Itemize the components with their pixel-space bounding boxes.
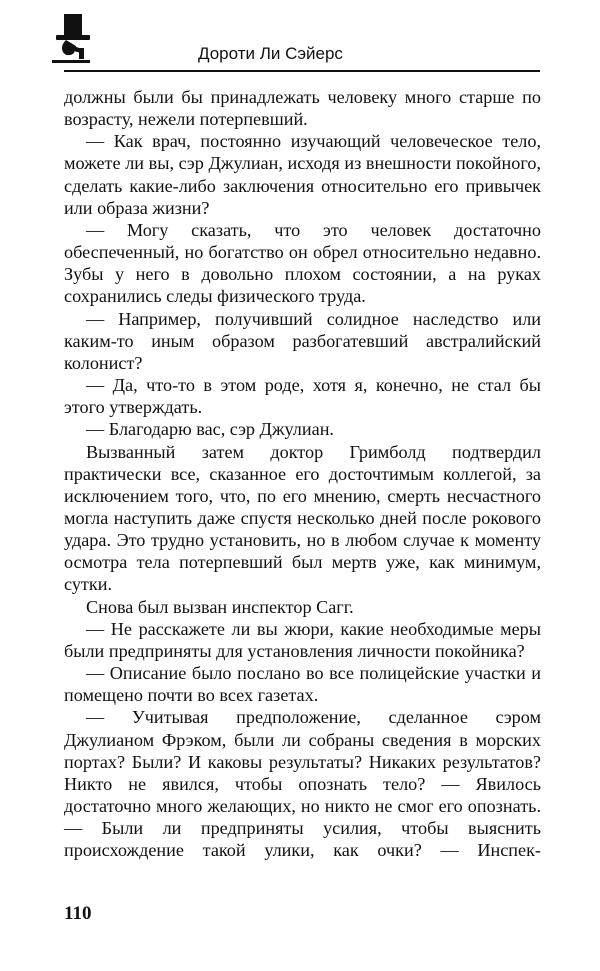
paragraph: — Да, что-то в этом роде, хотя я, конечно, не стал бы этого утверждать. bbox=[64, 375, 541, 418]
paragraph: — Например, получивший солидное наследство или каким-то иным образом разбогатевший австралийский колонист? bbox=[64, 308, 541, 373]
header-rule bbox=[64, 70, 540, 72]
paragraph: должны были бы принадлежать человеку много старше по возрасту, нежели потерпевший. bbox=[64, 87, 541, 130]
paragraph: Вызванный затем доктор Гримболд подтвердил практически все, сказанное его досточтимым коллегой, за исключением того, что, по его мнению, смерть несчастного могла наступить даже спустя несколько дней после рокового удара. Это трудно установить, но в любом случае к моменту осмотра тела потерпевший был мертв уже, как минимум, сутки. bbox=[64, 441, 541, 595]
paragraph: — Благодарю вас, сэр Джулиан. bbox=[86, 419, 334, 440]
paragraph: — Как врач, постоянно изучающий человеческое тело, можете ли вы, сэр Джулиан, исходя из внешности покойного, сделать какие-либо заключения относительно его привычек или образа жизни? bbox=[64, 131, 541, 218]
page-number: 110 bbox=[64, 903, 92, 924]
running-head-author: Дороти Ли Сэйерс bbox=[198, 44, 343, 63]
paragraph: — Могу сказать, что это человек достаточно обеспеченный, но богатство он обрел относительно недавно. Зубы у него в довольно плохом состоянии, а на руках сохранились следы физического труда. bbox=[64, 219, 541, 307]
body-text bbox=[64, 86, 541, 861]
paragraph: — Учитывая предположение, сделанное сэром Джулианом Фрэком, были ли собраны сведения в морских портах? Были? И каковы результаты? Никаких результатов? Никто не явился, чтобы опознать тело? — Явилось достаточно много желающих, но никто не смог его опознать. — Были ли предприняты усилия, чтобы выяснить происхождение такой улики, как очки? — Инспек- bbox=[64, 707, 541, 861]
paragraph: Снова был вызван инспектор Сагг. bbox=[86, 596, 354, 617]
paragraph: — Описание было послано во все полицейские участки и помещено почти во всех газетах. bbox=[64, 663, 541, 706]
top-hat-logo-icon bbox=[46, 10, 104, 68]
paragraph: — Не расскажете ли вы жюри, какие необходимые меры были предприняты для установления личности покойника? bbox=[64, 618, 541, 661]
